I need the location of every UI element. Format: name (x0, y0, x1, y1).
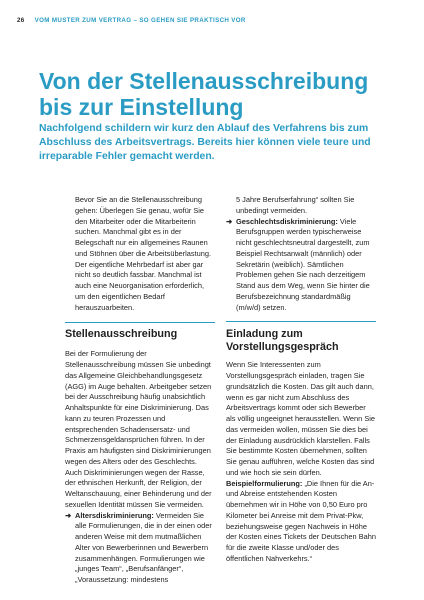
bullet-altersdiskriminierung (65, 511, 215, 586)
section-heading-einladung: Einladung zum Vorstellungsgespräch (226, 328, 339, 354)
section-divider (226, 321, 376, 322)
page-title-line-2: bis zur Einstellung (39, 94, 244, 120)
bullet-label: Geschlechtsdiskriminierung: (236, 216, 338, 226)
bullet-geschlechtsdiskriminierung (226, 217, 376, 314)
bullet-text: Vermeiden Sie alle Formulierungen, die in der einen oder anderen Weise mit dem mutmaßlichen Alter von Bewerberinnen und Bewerbern zusammenhängen. Formulierungen wie „junges Team“, „Berufsanfänger“, „Voraussetzung: mindestens (75, 510, 212, 584)
example-label: Beispielformulierung: (226, 478, 303, 488)
bullet-label: Altersdiskriminierung: (75, 510, 154, 520)
page-number: 26 (17, 17, 25, 24)
continued-text: 5 Jahre Berufserfahrung“ sollten Sie unbedingt vermeiden. (236, 195, 355, 215)
section-divider (65, 322, 215, 323)
page-title (39, 68, 399, 120)
bullet-text: Viele Berufsgruppen werden typischerweise nicht geschlechtsneutral dargestellt, zum Beispiel Rechtsanwalt (männlich) oder Sekretärin (weiblich). Sämtlichen Problemen gehen Sie nach derzeitigem Stand aus dem Weg, wenn Sie hinter die Berufsbezeichnung standardmäßig (m/w/d) setzen. (236, 216, 370, 312)
intro-paragraph: Nachfolgend schildern wir kurz den Ablauf des Verfahrens bis zum Abschluss des Arbeitsvertrags. Bereits hier können viele teure und irreparable Fehler gemacht werden. (39, 123, 371, 162)
section-heading-stellenausschreibung: Stellenausschreibung (65, 328, 178, 341)
arrow-icon: ➜ (65, 510, 72, 520)
stellenausschreibung-paragraph: Bei der Formulierung der Stellenausschreibung müssen Sie unbedingt das Allgemeine Gleichbehandlungsgesetz (AGG) im Auge behalten. Arbeitgeber setzen bei der Ausschreibung häufig unabsichtlich Anhaltspunkte für eine Diskriminierung. Das kann zu teuren Prozessen und entsprechenden Schadensersatz- und Schmerzensgeldansprüchen führen. In der Praxis am häufigsten sind Diskriminierungen wegen des Alters oder des Geschlechts. Auch Diskriminierungen wegen der Rasse, der ethnischen Herkunft, der Religion, der Weltanschauung, einer Behinderung und der sexuellen Identität müssen Sie vermeiden. (65, 349, 212, 509)
right-column (226, 195, 376, 565)
page-title-line-1: Von der Stellenausschreibung (39, 68, 369, 94)
einladung-paragraph (226, 360, 376, 564)
example-text: „Die Ihnen für die An- und Abreise entstehenden Kosten übernehmen wir in Höhe von 0,50 Euro pro Kilometer bei Anreise mit dem Privat-Pkw, beziehungsweise gegen Nachweis in Höhe der Kosten eines Tickets der Deutschen Bahn für die zweite Klasse und/oder des öffentlichen Nahverkehrs.“ (226, 478, 376, 563)
left-intro-paragraph: Bevor Sie an die Stellenausschreibung gehen: Überlegen Sie genau, wofür Sie den Mitarbeiter oder die Mitarbeiterin suchen. Manchmal gibt es in der Belegschaft nur ein allgemeines Raunen und Stöhnen über die Arbeitsüberlastung. Der eigentliche Mehrbedarf ist aber gar nicht so deutlich fassbar. Manchmal ist auch eine Neuorganisation erforderlich, um den eigentlichen Bedarf herauszuarbeiten. (75, 195, 212, 312)
left-column (65, 195, 215, 586)
arrow-icon: ➜ (226, 216, 233, 226)
einladung-text: Wenn Sie Interessenten zum Vorstellungsgespräch einladen, tragen Sie grundsätzlich die Kosten. Das gilt auch dann, wenn es gar nicht zum Abschluss des Arbeitsvertrags kommt oder sich Bewerber als völlig ungeeignet herausstellen. Wenn Sie das vermeiden wollen, müssen Sie dies bei der Einladung ausdrücklich klarstellen. Falls Sie bestimmte Kosten übernehmen, sollten Sie genau aufführen, welche Kosten das sind und wie hoch sie sein dürfen. (226, 360, 376, 477)
running-header (17, 17, 246, 24)
running-title: VOM MUSTER ZUM VERTRAG – SO GEHEN SIE PRAKTISCH VOR (34, 17, 246, 24)
